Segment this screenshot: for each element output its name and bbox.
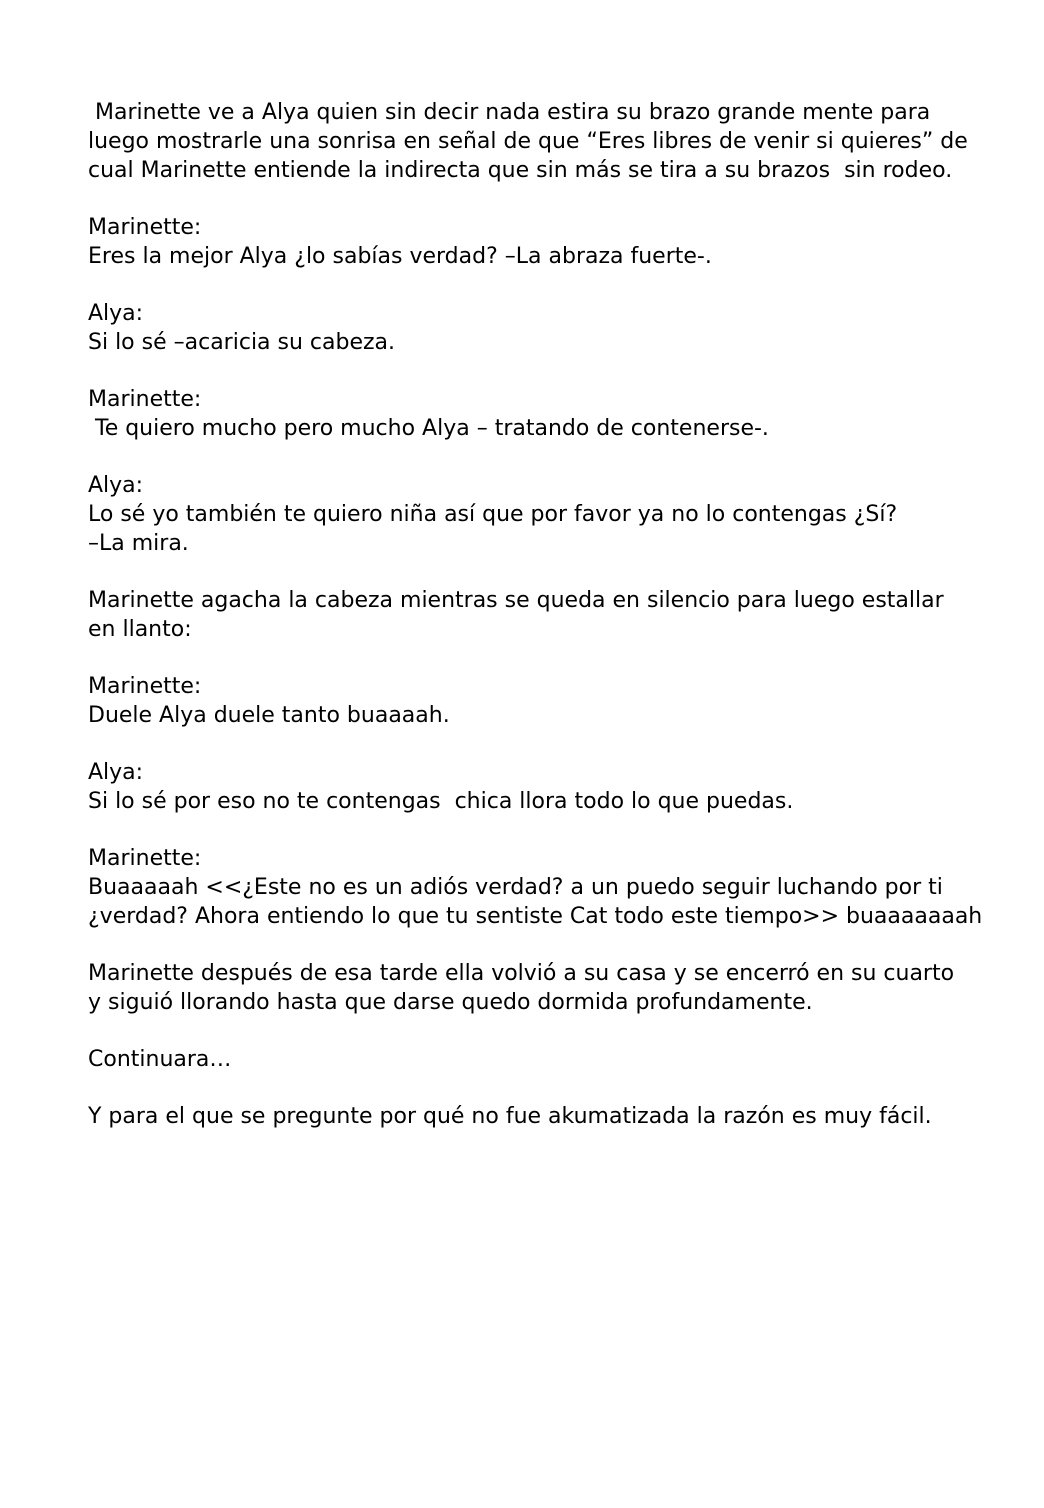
dialogue-line: Te quiero mucho pero mucho Alya – tratando de contenerse-. <box>88 416 769 441</box>
speaker-name: Alya: <box>88 473 144 498</box>
dialogue-block-3 <box>88 385 978 443</box>
dialogue-line: Si lo sé –acaricia su cabeza. <box>88 330 396 355</box>
dialogue-line: Eres la mejor Alya ¿lo sabías verdad? –La abraza fuerte-. <box>88 244 712 269</box>
dialogue-block-1 <box>88 213 978 271</box>
dialogue-line: –La mira. <box>88 531 189 556</box>
speaker-name: Marinette: <box>88 215 202 240</box>
dialogue-line: Si lo sé por eso no te contengas chica llora todo lo que puedas. <box>88 789 794 814</box>
document-page <box>88 98 983 1159</box>
dialogue-line: ¿verdad? Ahora entiendo lo que tu sentiste Cat todo este tiempo>> buaaaaaaah <box>88 904 983 929</box>
text-line: Marinette agacha la cabeza mientras se queda en silencio para luego estallar <box>88 588 944 613</box>
text-line: luego mostrarle una sonrisa en señal de que “Eres libres de venir si quieres” de <box>88 129 968 154</box>
dialogue-line: Lo sé yo también te quiero niña así que por favor ya no lo contengas ¿Sí? <box>88 502 898 527</box>
text-line: Continuara… <box>88 1047 232 1072</box>
text-line: y siguió llorando hasta que darse quedo dormida profundamente. <box>88 990 813 1015</box>
text-line: Y para el que se pregunte por qué no fue akumatizada la razón es muy fácil. <box>88 1104 932 1129</box>
speaker-name: Marinette: <box>88 846 202 871</box>
dialogue-block-4 <box>88 471 978 558</box>
dialogue-block-7 <box>88 844 983 931</box>
dialogue-line: Duele Alya duele tanto buaaaah. <box>88 703 450 728</box>
speaker-name: Alya: <box>88 760 144 785</box>
text-line: Marinette ve a Alya quien sin decir nada estira su brazo grande mente para <box>88 100 931 125</box>
dialogue-line: Buaaaaah <<¿Este no es un adiós verdad? a un puedo seguir luchando por ti <box>88 875 943 900</box>
dialogue-block-5 <box>88 672 978 730</box>
speaker-name: Marinette: <box>88 387 202 412</box>
dialogue-block-2 <box>88 299 978 357</box>
narration-paragraph-2 <box>88 586 978 644</box>
closing-paragraph <box>88 1102 978 1131</box>
dialogue-block-6 <box>88 758 978 816</box>
text-line: cual Marinette entiende la indirecta que sin más se tira a su brazos sin rodeo. <box>88 158 953 183</box>
narration-paragraph-1 <box>88 98 978 185</box>
text-line: en llanto: <box>88 617 192 642</box>
continuation-note <box>88 1045 978 1074</box>
narration-paragraph-3 <box>88 959 978 1017</box>
speaker-name: Marinette: <box>88 674 202 699</box>
speaker-name: Alya: <box>88 301 144 326</box>
text-line: Marinette después de esa tarde ella volvió a su casa y se encerró en su cuarto <box>88 961 955 986</box>
